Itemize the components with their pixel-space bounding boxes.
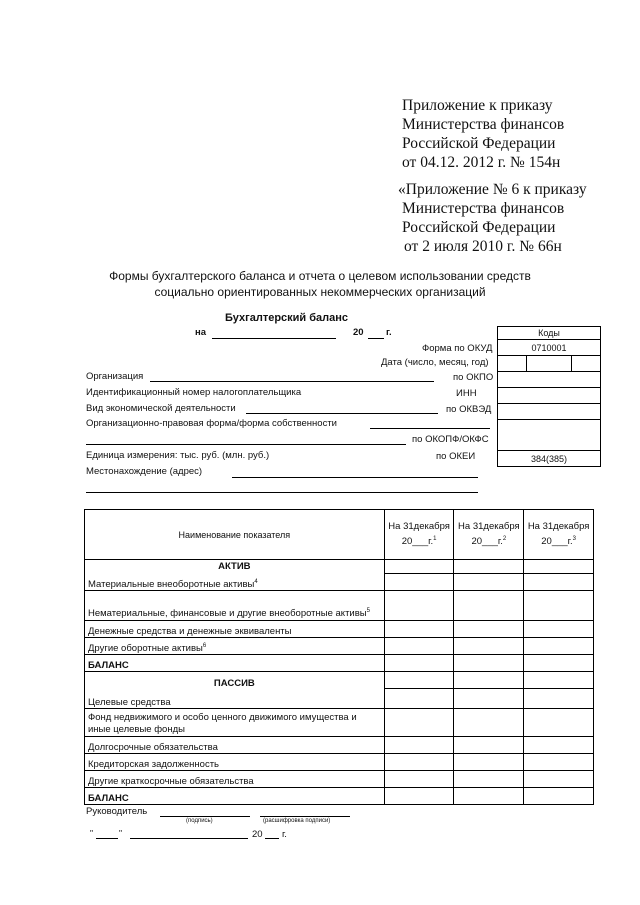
balance-heading: Бухгалтерский баланс bbox=[225, 312, 349, 324]
balance-twenty: 20 bbox=[353, 327, 364, 338]
legal-form-input-line-2[interactable] bbox=[86, 444, 406, 445]
form-title-line: социально ориентированных некоммерческих организаций bbox=[154, 285, 486, 299]
activity-label: Вид экономической деятельности bbox=[86, 403, 236, 414]
value-cell[interactable] bbox=[384, 638, 454, 655]
day-line[interactable] bbox=[96, 838, 118, 839]
legal-form-label: Организационно-правовая форма/форма собственности bbox=[86, 418, 337, 429]
balans-passiv-label: БАЛАНС bbox=[85, 788, 385, 805]
row-label bbox=[85, 591, 385, 621]
value-cell[interactable] bbox=[524, 574, 594, 591]
location-input-line-2[interactable] bbox=[86, 492, 478, 493]
activity-input-line[interactable] bbox=[246, 413, 438, 414]
col-date-text: На 31декабря bbox=[527, 520, 590, 532]
form-title-line: Формы бухгалтерского баланса и отчета о целевом использовании средств bbox=[109, 269, 531, 283]
okei-value: 384(385) bbox=[498, 451, 601, 467]
value-cell[interactable] bbox=[454, 672, 524, 689]
okud-value: 0710001 bbox=[498, 340, 601, 356]
legal-form-input-line[interactable] bbox=[370, 428, 490, 429]
value-cell[interactable] bbox=[524, 560, 594, 574]
date-day-cell[interactable] bbox=[498, 356, 527, 372]
col-date-text: На 31декабря bbox=[388, 520, 450, 532]
row-label bbox=[85, 689, 385, 709]
col-sup: 2 bbox=[502, 535, 507, 542]
value-cell[interactable] bbox=[384, 771, 454, 788]
col-sup: 3 bbox=[572, 535, 576, 542]
row-label-text: Целевые средства bbox=[88, 697, 171, 708]
col-year-text: 20___г. bbox=[471, 536, 503, 548]
value-cell[interactable] bbox=[384, 560, 454, 574]
value-cell[interactable] bbox=[454, 709, 524, 737]
month-line[interactable] bbox=[130, 838, 248, 839]
okpo-cell[interactable] bbox=[498, 372, 601, 388]
row-label bbox=[85, 638, 385, 655]
row-label-text: Долгосрочные обязательства bbox=[88, 742, 218, 753]
col-date-text: На 31декабря bbox=[458, 520, 520, 532]
appendix-line: Министерства финансов bbox=[402, 200, 565, 217]
value-cell[interactable] bbox=[524, 788, 594, 805]
signature-caption: (подпись) bbox=[186, 818, 213, 824]
value-cell[interactable] bbox=[454, 560, 524, 574]
appendix-line: Российской Федерации bbox=[402, 219, 556, 236]
appendix-line: от 2 июля 2010 г. № 66н bbox=[404, 238, 562, 255]
value-cell[interactable] bbox=[524, 672, 594, 689]
okei-label: по ОКЕИ bbox=[436, 451, 476, 462]
value-cell[interactable] bbox=[454, 689, 524, 709]
row-label-text: Кредиторская задолженность bbox=[88, 759, 220, 770]
footer-year-line[interactable] bbox=[265, 838, 279, 839]
row-label bbox=[85, 574, 385, 591]
col-sup: 1 bbox=[433, 535, 437, 542]
decode-caption: (расшифровка подписи) bbox=[263, 818, 331, 824]
value-cell[interactable] bbox=[384, 621, 454, 638]
okopf-cell[interactable] bbox=[498, 420, 601, 451]
aktiv-heading: АКТИВ bbox=[85, 560, 385, 574]
original-appendix-block bbox=[398, 180, 587, 256]
value-cell[interactable] bbox=[454, 788, 524, 805]
value-cell[interactable] bbox=[454, 574, 524, 591]
form-title bbox=[0, 268, 640, 300]
passiv-heading: ПАССИВ bbox=[85, 672, 385, 689]
value-cell[interactable] bbox=[454, 737, 524, 754]
row-label-text: Другие оборотные активы bbox=[88, 643, 203, 654]
row-label-text: Нематериальные, финансовые и другие внеоборотные активы bbox=[88, 608, 367, 619]
row-label bbox=[85, 737, 385, 754]
row-label bbox=[85, 621, 385, 638]
value-cell[interactable] bbox=[454, 591, 524, 621]
row-label-text: Денежные средства и денежные эквиваленты bbox=[88, 626, 292, 637]
row-label-text: Материальные внеоборотные активы bbox=[88, 579, 255, 590]
value-cell[interactable] bbox=[454, 621, 524, 638]
col-year-text: 20___г. bbox=[401, 536, 434, 548]
order-appendix-block bbox=[402, 96, 564, 172]
value-cell[interactable] bbox=[384, 709, 454, 737]
balance-year-line[interactable] bbox=[368, 338, 384, 339]
value-cell[interactable] bbox=[524, 737, 594, 754]
inn-cell[interactable] bbox=[498, 388, 601, 404]
value-cell[interactable] bbox=[524, 655, 594, 672]
value-cell[interactable] bbox=[384, 689, 454, 709]
quote-open: " bbox=[90, 828, 94, 838]
okopf-label: по ОКОПФ/ОКФС bbox=[412, 434, 489, 445]
organization-input-line[interactable] bbox=[150, 381, 434, 382]
date-label: Дата (число, месяц, год) bbox=[381, 357, 489, 368]
value-cell[interactable] bbox=[454, 655, 524, 672]
unit-label: Единица измерения: тыс. руб. (млн. руб.) bbox=[86, 450, 270, 461]
row-label bbox=[85, 754, 385, 771]
location-input-line[interactable] bbox=[232, 477, 478, 478]
value-cell[interactable] bbox=[384, 574, 454, 591]
signature-line[interactable] bbox=[160, 816, 250, 817]
value-cell[interactable] bbox=[524, 621, 594, 638]
row-label-text: Другие краткосрочные обязательства bbox=[88, 776, 254, 787]
col-date-1 bbox=[384, 510, 454, 560]
value-cell[interactable] bbox=[454, 754, 524, 771]
balans-aktiv-label: БАЛАНС bbox=[85, 655, 385, 672]
value-cell[interactable] bbox=[384, 737, 454, 754]
footer-g: г. bbox=[282, 829, 287, 840]
value-cell[interactable] bbox=[384, 672, 454, 689]
value-cell[interactable] bbox=[524, 689, 594, 709]
value-cell[interactable] bbox=[454, 638, 524, 655]
balance-table bbox=[84, 509, 594, 805]
col-name-header: Наименование показателя bbox=[85, 510, 385, 560]
value-cell[interactable] bbox=[524, 754, 594, 771]
col-date-2 bbox=[454, 510, 524, 560]
location-label: Местонахождение (адрес) bbox=[86, 466, 203, 477]
signature-decode-line[interactable] bbox=[260, 816, 350, 817]
okud-label: Форма по ОКУД bbox=[422, 343, 493, 354]
value-cell[interactable] bbox=[384, 788, 454, 805]
row-sup: 6 bbox=[202, 642, 207, 649]
balance-g: г. bbox=[386, 327, 392, 338]
row-sup: 5 bbox=[366, 607, 370, 614]
col-date-3 bbox=[524, 510, 594, 560]
date-month-cell[interactable] bbox=[527, 356, 572, 372]
value-cell[interactable] bbox=[524, 709, 594, 737]
okved-label: по ОКВЭД bbox=[446, 404, 492, 415]
balance-date-line[interactable] bbox=[212, 338, 336, 339]
row-sup: 4 bbox=[254, 578, 258, 585]
col-year-text: 20___г. bbox=[541, 536, 573, 548]
footer-twenty: 20 bbox=[252, 829, 263, 840]
inn-full-label: Идентификационный номер налогоплательщика bbox=[86, 387, 302, 398]
head-label: Руководитель bbox=[86, 806, 148, 817]
balance-na: на bbox=[195, 327, 207, 338]
row-label bbox=[85, 771, 385, 788]
appendix-line: Российской Федерации bbox=[402, 135, 556, 152]
okved-cell[interactable] bbox=[498, 404, 601, 420]
appendix-line: «Приложение № 6 к приказу bbox=[398, 181, 587, 198]
organization-label: Организация bbox=[86, 371, 144, 382]
value-cell[interactable] bbox=[454, 771, 524, 788]
value-cell[interactable] bbox=[524, 771, 594, 788]
codes-header: Коды bbox=[498, 327, 601, 340]
okpo-label: по ОКПО bbox=[453, 372, 494, 383]
row-label bbox=[85, 709, 385, 737]
value-cell[interactable] bbox=[384, 754, 454, 771]
row-label-text: Фонд недвижимого и особо ценного движимого имущества и иные целевые фонды bbox=[88, 712, 357, 735]
appendix-date-line: от 04.12. 2012 г. № 154н bbox=[402, 154, 561, 171]
date-year-cell[interactable] bbox=[572, 356, 601, 372]
value-cell[interactable] bbox=[384, 591, 454, 621]
appendix-line: Приложение к приказу bbox=[402, 97, 553, 114]
appendix-line: Министерства финансов bbox=[402, 116, 565, 133]
codes-table bbox=[497, 326, 601, 467]
value-cell[interactable] bbox=[524, 591, 594, 621]
inn-label: ИНН bbox=[456, 388, 477, 399]
value-cell[interactable] bbox=[524, 638, 594, 655]
value-cell[interactable] bbox=[384, 655, 454, 672]
quote-close: " bbox=[119, 828, 123, 838]
